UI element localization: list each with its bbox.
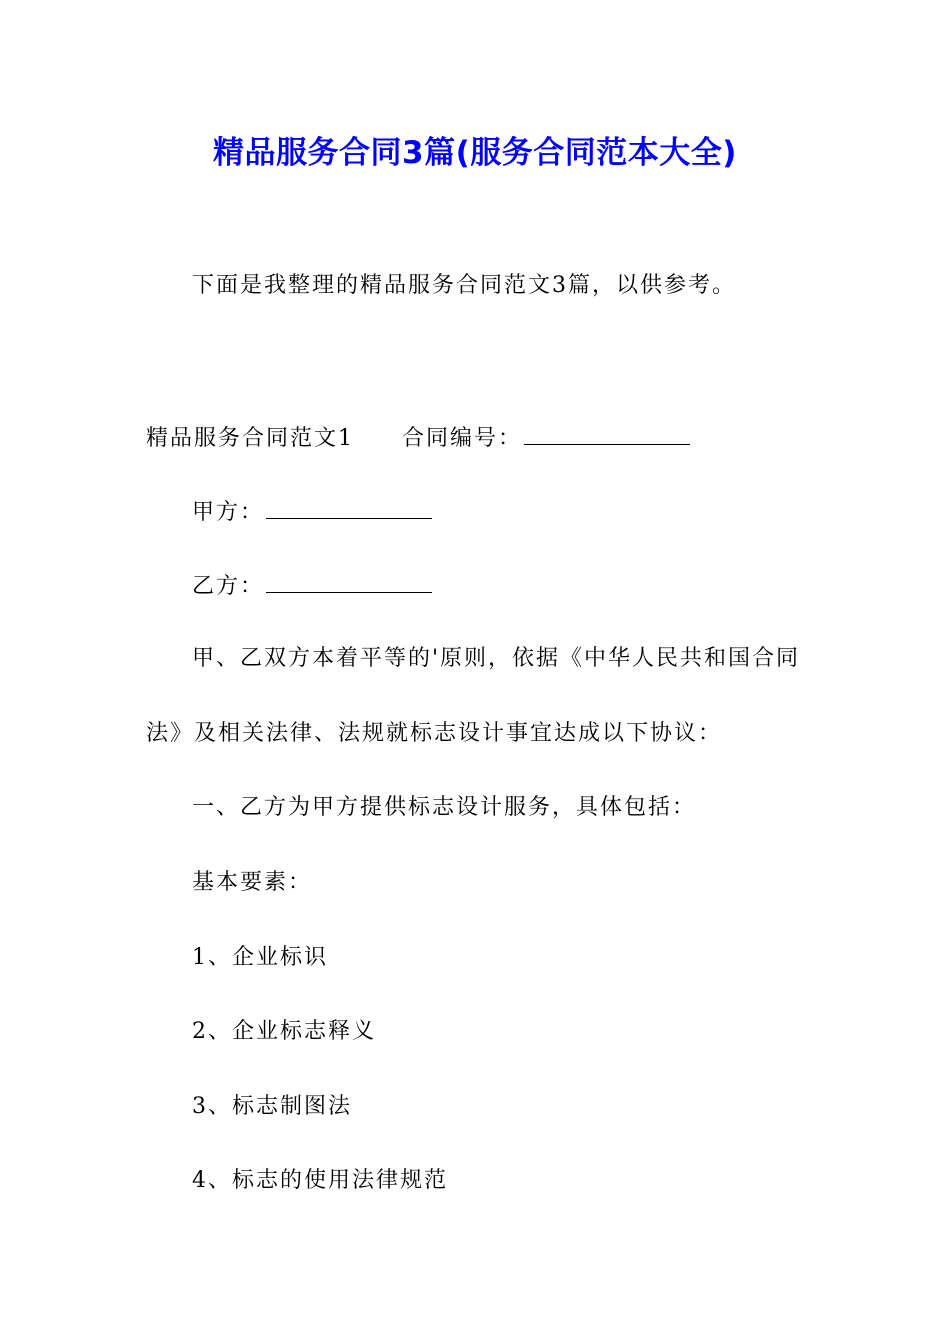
paragraph-line-2: 法》及相关法律、法规就标志设计事宜达成以下协议： bbox=[146, 721, 723, 746]
list-item: 2、企业标志释义 bbox=[192, 1019, 376, 1044]
basic-elements-heading: 基本要素： bbox=[192, 870, 313, 895]
intro-paragraph: 下面是我整理的精品服务合同范文3篇，以供参考。 bbox=[192, 273, 736, 298]
party-b-label: 乙方： bbox=[192, 574, 265, 599]
contract-number-label: 合同编号： bbox=[402, 426, 523, 451]
clause-one: 一、乙方为甲方提供标志设计服务，具体包括： bbox=[192, 795, 697, 820]
contract-number-blank bbox=[524, 420, 690, 445]
section-heading-row bbox=[146, 420, 690, 455]
list-item: 1、企业标识 bbox=[192, 945, 328, 970]
section-heading: 精品服务合同范文1 bbox=[146, 426, 354, 451]
party-b-blank bbox=[266, 568, 432, 593]
party-b-row bbox=[192, 568, 432, 603]
party-a-row bbox=[192, 494, 432, 529]
list-item: 4、标志的使用法律规范 bbox=[192, 1168, 448, 1193]
party-a-label: 甲方： bbox=[192, 500, 265, 525]
paragraph-line-1: 甲、乙双方本着平等的'原则，依据《中华人民共和国合同 bbox=[192, 646, 801, 671]
document-title: 精品服务合同3篇(服务合同范本大全) bbox=[213, 135, 737, 171]
party-a-blank bbox=[266, 494, 432, 519]
list-item: 3、标志制图法 bbox=[192, 1094, 352, 1119]
